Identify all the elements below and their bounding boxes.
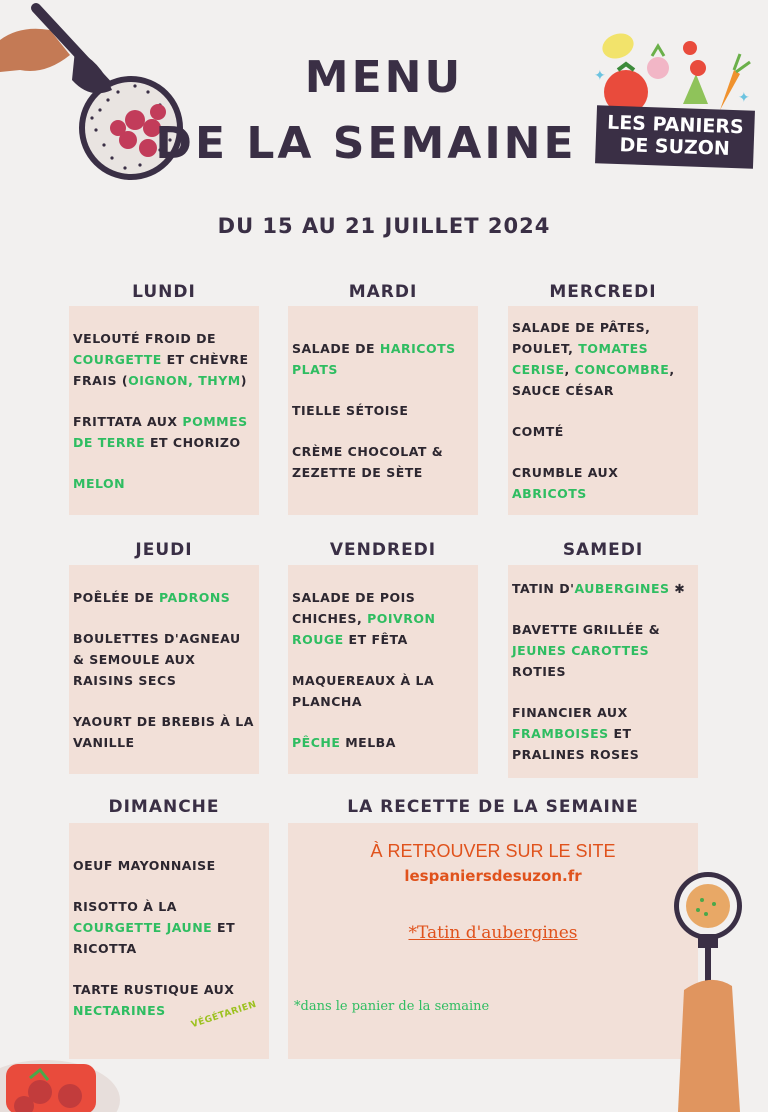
menu-item (73, 628, 255, 691)
menu-item (73, 587, 255, 608)
menu-item-text: POÊLÉE DE (73, 589, 159, 605)
menu-item (292, 338, 474, 380)
menu-item-text: TATIN D' (512, 581, 575, 596)
menu-item-text: ✱ (669, 581, 686, 596)
ingredient-highlight: JEUNES CAROTTES (512, 643, 650, 658)
menu-item (292, 732, 474, 753)
menu-item-text: MELBA (340, 734, 396, 750)
plate-illustration (0, 1030, 130, 1112)
menu-item-text: SALADE DE (292, 341, 380, 356)
day-heading-mercredi: MERCREDI (549, 282, 657, 302)
page-title-line1: MENU (304, 52, 464, 103)
menu-item-text: TARTE RUSTIQUE AUX (73, 982, 235, 997)
date-range: DU 15 AU 21 JUILLET 2024 (217, 214, 551, 238)
ingredient-highlight: CONCOMBRE (574, 362, 670, 377)
ingredient-highlight: TOMATES CERISE (512, 341, 649, 377)
menu-item-text: TIELLE SÉTOISE (292, 403, 409, 418)
menu-item-text: ET FÊTA (343, 631, 408, 647)
recipe-box (288, 823, 698, 1059)
day-heading-jeudi: JEUDI (135, 540, 193, 560)
menu-box-mardi (288, 306, 478, 515)
menu-box-vendredi (288, 565, 478, 774)
menu-item (292, 670, 474, 712)
menu-item-text: , SAUCE CÉSAR (512, 362, 675, 398)
menu-item-text: BAVETTE GRILLÉE & (512, 622, 661, 637)
page-title-line2: DE LA SEMAINE (155, 118, 577, 169)
menu-item-text: FINANCIER AUX (512, 705, 628, 720)
menu-item-text: SALADE DE POIS CHICHES, (292, 589, 416, 626)
menu-item (512, 578, 694, 599)
menu-item-text: FRITTATA AUX (73, 413, 183, 429)
menu-item (73, 328, 255, 391)
menu-item (73, 473, 255, 494)
menu-item (292, 441, 474, 483)
menu-item-text: CRUMBLE AUX (512, 465, 619, 480)
brand-line2: DE SUZON (619, 134, 731, 160)
menu-item-text: COMTÉ (512, 424, 564, 439)
day-heading-mardi: MARDI (348, 282, 418, 302)
ingredient-highlight: PADRONS (159, 589, 231, 605)
menu-item-text: ET CHÈVRE FRAIS ( (73, 351, 249, 388)
ingredient-highlight: PÊCHE (292, 734, 341, 750)
menu-item (512, 619, 694, 682)
menu-item (512, 462, 694, 504)
ingredient-highlight: POMMES DE TERRE (73, 413, 248, 450)
day-heading-lundi: LUNDI (132, 282, 196, 302)
ingredient-highlight: ABRICOTS (512, 486, 587, 501)
menu-box-samedi (508, 565, 698, 778)
menu-item (73, 896, 265, 959)
ingredient-highlight: POIVRON ROUGE (292, 610, 436, 647)
ingredient-highlight: HARICOTS PLATS (292, 341, 456, 377)
svg-text:✦: ✦ (738, 90, 750, 106)
recipe-intro: À RETROUVER SUR LE SITE (370, 841, 616, 861)
fork-hand-illustration (660, 860, 760, 1112)
menu-item-text: ) (240, 372, 247, 388)
menu-item-text: MAQUEREAUX À LA PLANCHA (292, 672, 435, 709)
menu-item (512, 421, 694, 442)
menu-item-text: SALADE DE PÂTES, POULET, (512, 320, 651, 356)
menu-item-text: ROTIES (512, 664, 566, 679)
menu-item (73, 411, 255, 453)
menu-item-text: OEUF MAYONNAISE (73, 858, 216, 873)
menu-box-dimanche (69, 823, 269, 1059)
ingredient-highlight: FRAMBOISES (512, 726, 609, 741)
menu-item-text: ET RICOTTA (73, 920, 236, 956)
menu-item (292, 400, 474, 421)
ingredient-highlight: COURGETTE (73, 351, 162, 367)
menu-item-text: RISOTTO À LA (73, 899, 177, 914)
menu-item (292, 587, 474, 650)
menu-item (73, 855, 265, 876)
menu-item-text: VELOUTÉ FROID DE (73, 330, 217, 346)
menu-item-text: , (564, 362, 575, 377)
menu-item-text: ET CHORIZO (145, 434, 241, 450)
vegetarian-badge: VÉGÉTARIEN (190, 999, 258, 1031)
menu-item (73, 711, 255, 753)
day-heading-dimanche: DIMANCHE (108, 797, 220, 817)
ingredient-highlight: MELON (73, 475, 126, 491)
menu-item-text: BOULETTES D'AGNEAU & SEMOULE AUX RAISINS SECS (73, 630, 241, 688)
menu-item-text: ET PRALINES ROSES (512, 726, 640, 762)
menu-item (512, 317, 694, 401)
recipe-site[interactable]: lespaniersdesuzon.fr (404, 867, 582, 885)
recipe-footnote: *dans le panier de la semaine (294, 999, 490, 1014)
svg-text:✦: ✦ (594, 68, 606, 84)
ingredient-highlight: AUBERGINES (574, 581, 670, 596)
menu-box-jeudi (69, 565, 259, 774)
menu-item-text: YAOURT DE BREBIS À LA VANILLE (73, 713, 254, 750)
recipe-heading: LA RECETTE DE LA SEMAINE (347, 797, 639, 817)
ingredient-highlight: COURGETTE JAUNE (73, 920, 213, 935)
menu-box-lundi (69, 306, 259, 515)
menu-box-mercredi (508, 306, 698, 515)
brand-line1: LES PANIERS (606, 111, 745, 139)
day-heading-samedi: SAMEDI (562, 540, 644, 560)
day-heading-vendredi: VENDREDI (329, 540, 437, 560)
ingredient-highlight: OIGNON, THYM (128, 372, 241, 388)
ingredient-highlight: NECTARINES (73, 1003, 166, 1018)
menu-item (512, 702, 694, 765)
recipe-link[interactable]: *Tatin d'aubergines (408, 923, 578, 943)
menu-item-text: CRÈME CHOCOLAT & ZEZETTE DE SÈTE (292, 444, 444, 480)
